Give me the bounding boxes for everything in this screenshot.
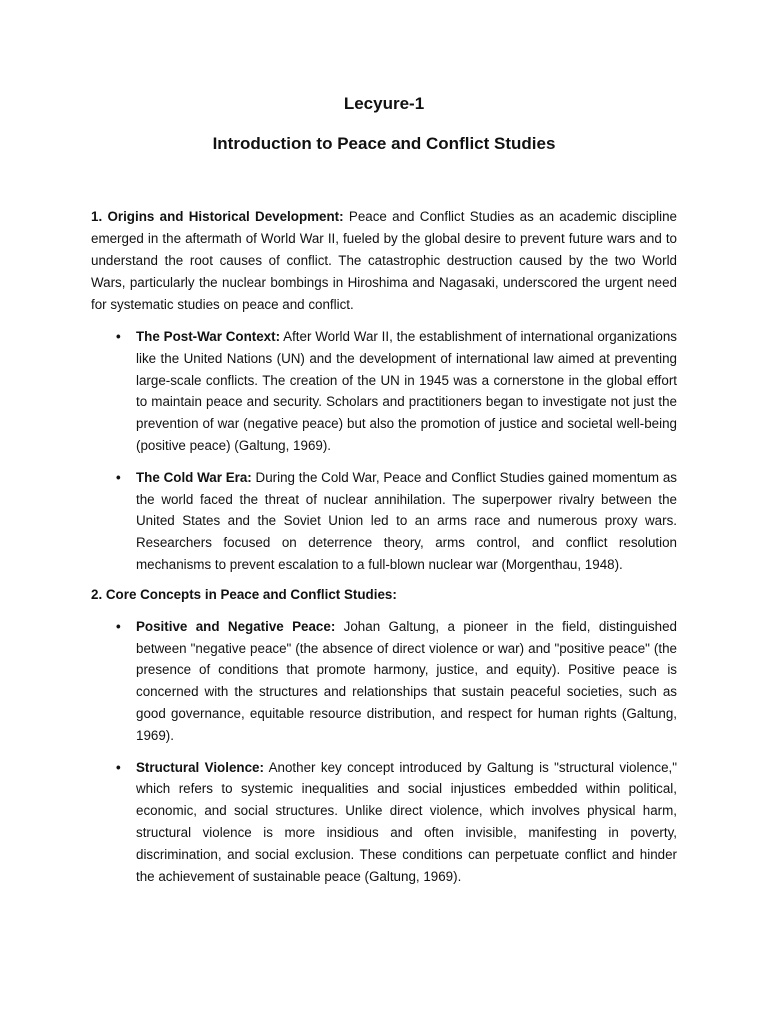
lecture-title: Lecyure-1	[343, 94, 425, 113]
bullet-structural-violence	[91, 757, 677, 888]
bullet-lead: Positive and Negative Peace:	[136, 618, 336, 634]
section-2-bullet-list	[91, 616, 677, 888]
bullet-lead: Structural Violence:	[136, 759, 264, 775]
section-2-heading: 2. Core Concepts in Peace and Conflict Studies:	[91, 586, 397, 602]
bullet-text: Johan Galtung, a pioneer in the field, distinguished between "negative peace" (the absence of direct violence or war) and "positive peace" (the presence of conditions that promote harmony, justice, and equity). Positive peace is concerned with the structures and relationships that sustain peaceful societies, such as good governance, equitable resource distribution, and respect for human rights (Galtung, 1969).	[136, 618, 677, 743]
bullet-icon: •	[116, 469, 121, 485]
bullet-text: During the Cold War, Peace and Conflict Studies gained momentum as the world faced the threat of nuclear annihilation. The superpower rivalry between the United States and the Soviet Union led to an arms race and numerous proxy wars. Researchers focused on deterrence theory, arms control, and conflict resolution mechanisms to prevent escalation to a full-blown nuclear war (Morgenthau, 1948).	[136, 469, 677, 572]
section-1-bullet-list	[91, 326, 677, 576]
bullet-icon: •	[116, 618, 121, 634]
bullet-icon: •	[116, 759, 121, 775]
bullet-positive-negative-peace	[91, 616, 677, 747]
bullet-cold-war-era	[91, 467, 677, 576]
bullet-lead: The Cold War Era:	[136, 469, 252, 485]
bullet-icon: •	[116, 329, 121, 344]
bullet-post-war-context	[91, 326, 677, 457]
section-1-text: Peace and Conflict Studies as an academic discipline emerged in the aftermath of World War II, fueled by the global desire to prevent future wars and to understand the root causes of conflict. The catastrophic destruction caused by the two World Wars, particularly the nuclear bombings in Hiroshima and Nagasaki, underscored the urgent need for systematic studies on peace and conflict.	[91, 209, 677, 312]
section-1-paragraph	[91, 206, 677, 316]
bullet-text: Another key concept introduced by Galtung is "structural violence," which refers to systemic inequalities and social injustices embedded within political, economic, and social structures. Unlike direct violence, which involves physical harm, structural violence is more insidious and often invisible, manifesting in poverty, discrimination, and social exclusion. These conditions can perpetuate conflict and hinder the achievement of sustainable peace (Galtung, 1969).	[136, 759, 677, 884]
document-subtitle: Introduction to Peace and Conflict Studies	[212, 134, 556, 153]
bullet-lead: The Post-War Context:	[136, 329, 281, 344]
section-1-heading: 1. Origins and Historical Development:	[91, 209, 344, 224]
bullet-text: After World War II, the establishment of international organizations like the United Nations (UN) and the development of international law aimed at preventing large-scale conflicts. The creation of the UN in 1945 was a cornerstone in the global effort to maintain peace and security. Scholars and practitioners began to investigate not just the prevention of war (negative peace) but also the promotion of justice and societal well-being (positive peace) (Galtung, 1969).	[136, 329, 677, 453]
